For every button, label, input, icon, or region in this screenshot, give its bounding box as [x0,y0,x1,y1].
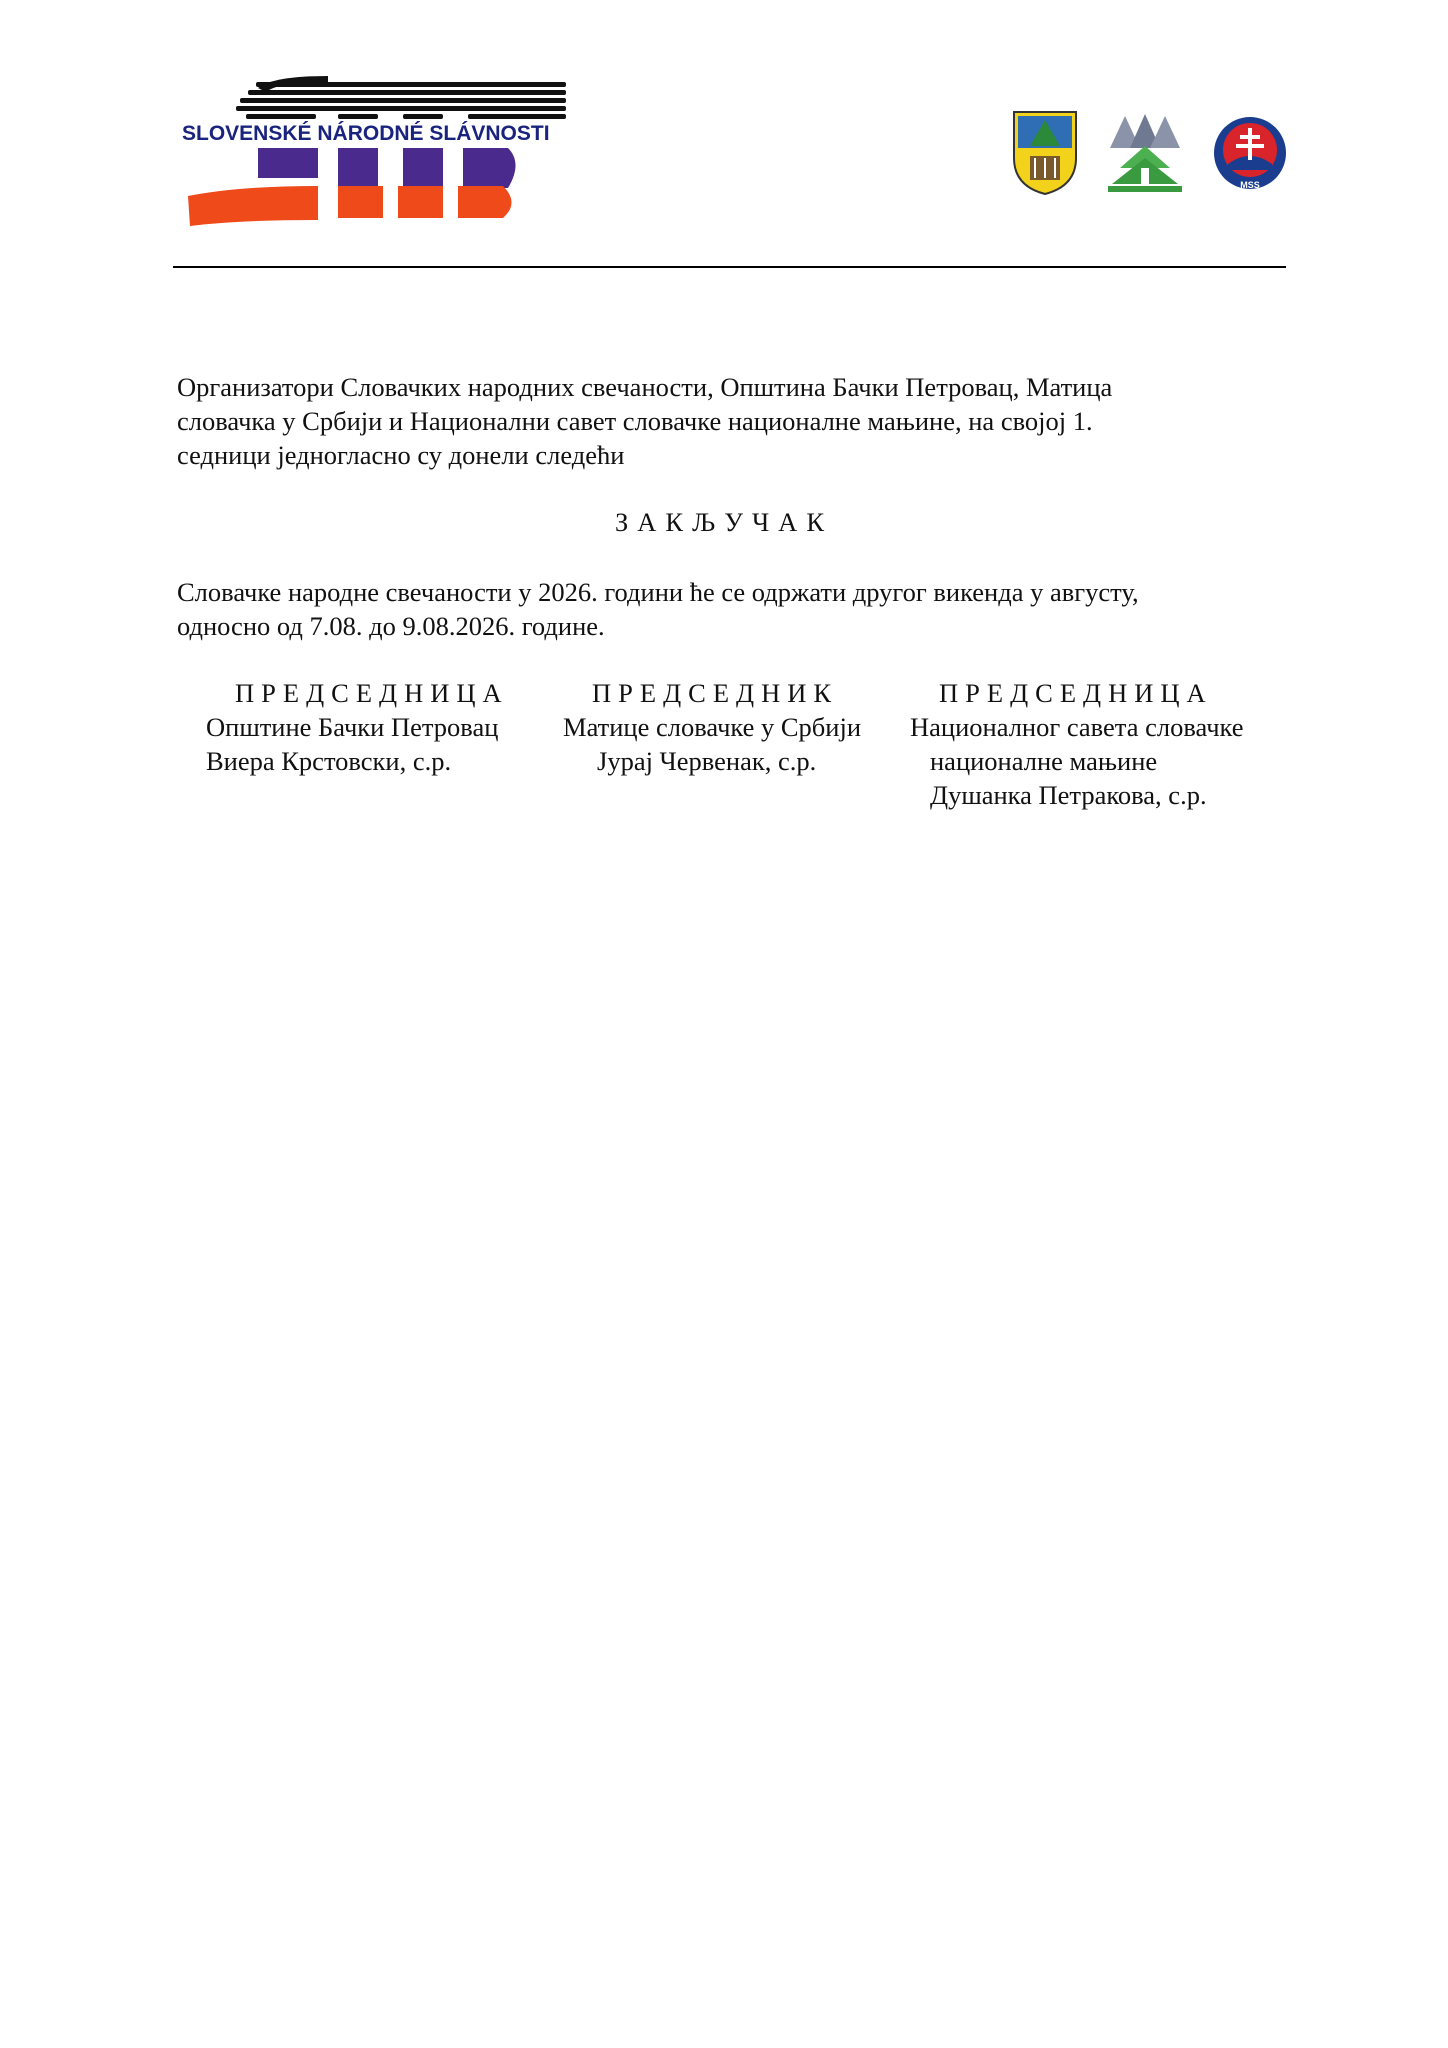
signature-name: Виера Крстовски, с.р. [206,746,452,776]
signature-name: Јурај Червенак, с.р. [597,746,817,776]
intro-line: словачка у Србији и Национални савет словачке националне мањине, на својој 1. [177,406,1093,436]
signature-role: ПРЕДСЕДНИЦА [235,678,509,708]
conclusion-line: Словачке народне свечаности у 2026. години ће се одржати другог викенда у августу, [177,577,1139,607]
partner-emblems [1000,108,1290,198]
signature-org: Националног савета словачке [910,712,1244,742]
signature-block-municipality [206,676,509,778]
national-council-emblem-icon [1214,117,1286,190]
document-title: ЗАКЉУЧАК [615,507,833,537]
conclusion-paragraph [177,575,1287,643]
matica-slovenska-emblem-icon [1108,114,1182,192]
signature-role: ПРЕДСЕДНИК [592,678,839,708]
municipality-coat-of-arms-icon [1014,112,1076,194]
header-divider [173,266,1286,268]
signature-org: Општине Бачки Петровац [206,712,499,742]
signature-role: ПРЕДСЕДНИЦА [939,678,1213,708]
intro-line: седници једногласно су донели следећи [177,440,625,470]
intro-paragraph [177,370,1287,472]
conclusion-line: односно од 7.08. до 9.08.2026. године. [177,611,605,641]
signature-block-matica [563,676,861,778]
signature-name: Душанка Петракова, с.р. [930,780,1207,810]
signature-org: националне мањине [930,746,1158,776]
intro-line: Организатори Словачких народних свечаности, Општина Бачки Петровац, Матица [177,372,1113,402]
sns-festival-logo [178,68,578,228]
svg-text:MSS: MSS [1240,180,1260,190]
signature-block-national-council [910,676,1244,812]
signature-org: Матице словачке у Србији [563,712,862,742]
svg-text:SLOVENSKÉ NÁRODNÉ SLÁVNOSTI: SLOVENSKÉ NÁRODNÉ SLÁVNOSTI [182,122,550,145]
